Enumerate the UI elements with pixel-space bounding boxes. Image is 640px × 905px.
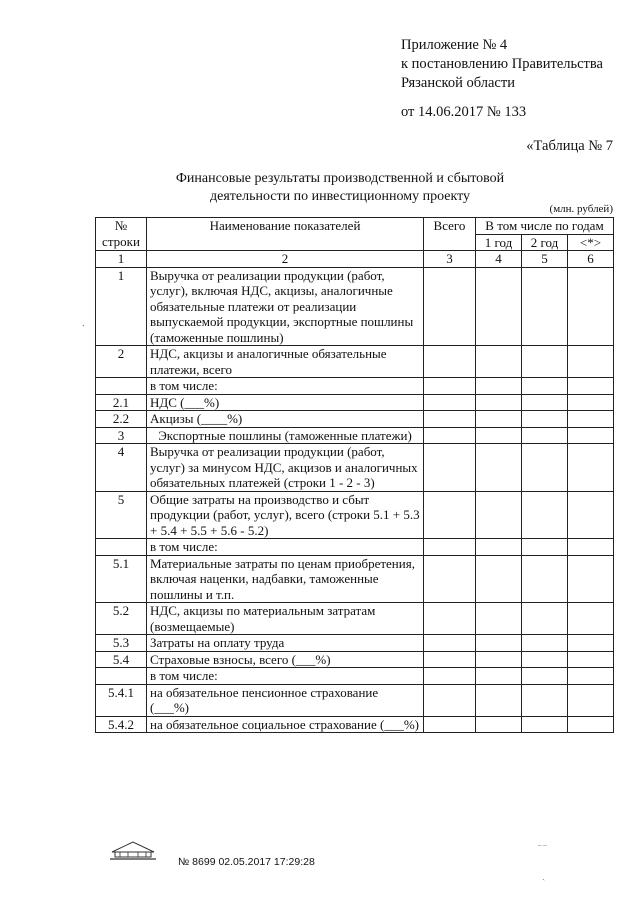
row-indicator: Экспортные пошлины (таможенные платежи) (147, 427, 424, 444)
cell-year-1 (476, 378, 522, 395)
cell-year-1 (476, 346, 522, 378)
table-row (96, 555, 614, 603)
table-row (96, 378, 614, 395)
row-number: 4 (96, 444, 147, 492)
cell-total (424, 411, 476, 428)
cell-year-other (568, 491, 614, 539)
cell-year-other (568, 378, 614, 395)
row-number: 5 (96, 491, 147, 539)
cell-total (424, 378, 476, 395)
cell-year-2 (522, 444, 568, 492)
cell-year-1 (476, 555, 522, 603)
header-year-other: <*> (568, 234, 614, 251)
table-title (130, 170, 550, 206)
cell-year-other (568, 411, 614, 428)
row-indicator: в том числе: (147, 668, 424, 685)
header-indicator-name: Наименование показателей (147, 218, 424, 251)
row-number: 5.4 (96, 651, 147, 668)
table-row (96, 394, 614, 411)
column-number: 3 (424, 251, 476, 268)
cell-year-other (568, 635, 614, 652)
row-indicator: Выручка от реализации продукции (работ, услуг) за минусом НДС, акцизов и аналогичных обязательных платежей (строки 1 - 2 - 3) (147, 444, 424, 492)
row-indicator: Акцизы (____%) (147, 411, 424, 428)
row-indicator: НДС, акцизы по материальным затратам (возмещаемые) (147, 603, 424, 635)
column-number: 6 (568, 251, 614, 268)
cell-year-1 (476, 651, 522, 668)
row-number: 3 (96, 427, 147, 444)
table-row (96, 267, 614, 346)
registration-mark: № 8699 02.05.2017 17:29:28 (178, 856, 315, 868)
cell-year-1 (476, 444, 522, 492)
table-row (96, 427, 614, 444)
cell-year-2 (522, 539, 568, 556)
cell-year-1 (476, 684, 522, 716)
registry-stamp-icon (108, 838, 158, 860)
cell-year-1 (476, 267, 522, 346)
cell-year-other (568, 427, 614, 444)
table-title-line-1: Финансовые результаты производственной и сбытовой (175, 171, 505, 186)
cell-year-1 (476, 491, 522, 539)
appendix-line-1: Приложение № 4 (401, 37, 508, 53)
cell-total (424, 668, 476, 685)
row-number (96, 378, 147, 395)
cell-year-other (568, 444, 614, 492)
column-number: 2 (147, 251, 424, 268)
column-number: 1 (96, 251, 147, 268)
scan-mark-icon: ⁻⁻ (537, 843, 548, 854)
column-number: 5 (522, 251, 568, 268)
row-number: 5.4.2 (96, 716, 147, 733)
cell-year-other (568, 555, 614, 603)
header-year-2: 2 год (522, 234, 568, 251)
cell-year-other (568, 346, 614, 378)
cell-year-2 (522, 668, 568, 685)
table-row (96, 346, 614, 378)
scan-mark-icon: ˎ (542, 870, 546, 881)
cell-year-2 (522, 346, 568, 378)
table-title-line-2: деятельности по инвестиционному проекту (209, 189, 471, 204)
cell-total (424, 346, 476, 378)
row-indicator: НДС (___%) (147, 394, 424, 411)
table-row (96, 651, 614, 668)
cell-year-1 (476, 539, 522, 556)
table-label: «Таблица № 7 (526, 138, 613, 154)
cell-total (424, 394, 476, 411)
cell-year-other (568, 668, 614, 685)
row-number: 2 (96, 346, 147, 378)
row-indicator: Выручка от реализации продукции (работ, услуг), включая НДС, акцизы, аналогичные обязательные платежи от реализации выпускаемой продукции, экспортные пошлины (таможенные пошлины) (147, 267, 424, 346)
appendix-line-3: Рязанской области (401, 75, 515, 91)
row-number (96, 668, 147, 685)
row-number: 5.1 (96, 555, 147, 603)
financial-results-table (95, 217, 614, 733)
cell-year-other (568, 651, 614, 668)
cell-total (424, 635, 476, 652)
resolution-reference: от 14.06.2017 № 133 (401, 104, 527, 120)
header-total: Всего (424, 218, 476, 251)
table-row (96, 684, 614, 716)
column-number: 4 (476, 251, 522, 268)
cell-year-2 (522, 716, 568, 733)
row-indicator: в том числе: (147, 539, 424, 556)
cell-year-2 (522, 603, 568, 635)
cell-year-1 (476, 716, 522, 733)
cell-year-other (568, 684, 614, 716)
header-row-number: № строки (96, 218, 147, 251)
cell-total (424, 444, 476, 492)
header-years-group: В том числе по годам (476, 218, 614, 235)
cell-year-2 (522, 427, 568, 444)
cell-total (424, 539, 476, 556)
cell-total (424, 427, 476, 444)
table-row (96, 635, 614, 652)
row-indicator: Затраты на оплату труда (147, 635, 424, 652)
cell-total (424, 603, 476, 635)
cell-total (424, 716, 476, 733)
cell-year-other (568, 267, 614, 346)
cell-year-2 (522, 394, 568, 411)
row-indicator: НДС, акцизы и аналогичные обязательные платежи, всего (147, 346, 424, 378)
units-label: (млн. рублей) (549, 203, 613, 215)
table-row (96, 668, 614, 685)
cell-total (424, 684, 476, 716)
appendix-line-2: к постановлению Правительства (401, 56, 603, 72)
cell-year-other (568, 716, 614, 733)
table-row (96, 491, 614, 539)
cell-year-other (568, 603, 614, 635)
row-indicator: Материальные затраты по ценам приобретения, включая наценки, надбавки, таможенные пошлины и т.п. (147, 555, 424, 603)
cell-year-other (568, 539, 614, 556)
cell-year-2 (522, 411, 568, 428)
row-indicator: в том числе: (147, 378, 424, 395)
cell-year-other (568, 394, 614, 411)
cell-year-1 (476, 603, 522, 635)
cell-total (424, 651, 476, 668)
cell-year-2 (522, 635, 568, 652)
table-row (96, 411, 614, 428)
cell-year-1 (476, 411, 522, 428)
table-row (96, 716, 614, 733)
appendix-header (401, 36, 603, 122)
cell-year-2 (522, 684, 568, 716)
row-number: 5.2 (96, 603, 147, 635)
cell-year-2 (522, 267, 568, 346)
table-row (96, 539, 614, 556)
cell-total (424, 267, 476, 346)
cell-total (424, 555, 476, 603)
row-indicator: на обязательное социальное страхование (___%) (147, 716, 424, 733)
row-number: 5.3 (96, 635, 147, 652)
cell-year-1 (476, 668, 522, 685)
row-number (96, 539, 147, 556)
cell-total (424, 491, 476, 539)
header-year-1: 1 год (476, 234, 522, 251)
row-indicator: Общие затраты на производство и сбыт продукции (работ, услуг), всего (строки 5.1 + 5.3 + 5.4 + 5.5 + 5.6 - 5.2) (147, 491, 424, 539)
row-indicator: Страховые взносы, всего (___%) (147, 651, 424, 668)
row-number: 2.2 (96, 411, 147, 428)
cell-year-1 (476, 635, 522, 652)
cell-year-1 (476, 394, 522, 411)
cell-year-2 (522, 378, 568, 395)
cell-year-2 (522, 651, 568, 668)
scan-mark-icon: ⸱ (82, 321, 85, 332)
cell-year-2 (522, 491, 568, 539)
row-number: 2.1 (96, 394, 147, 411)
table-row (96, 444, 614, 492)
row-indicator: на обязательное пенсионное страхование (___%) (147, 684, 424, 716)
cell-year-1 (476, 427, 522, 444)
cell-year-2 (522, 555, 568, 603)
row-number: 1 (96, 267, 147, 346)
table-row (96, 603, 614, 635)
row-number: 5.4.1 (96, 684, 147, 716)
